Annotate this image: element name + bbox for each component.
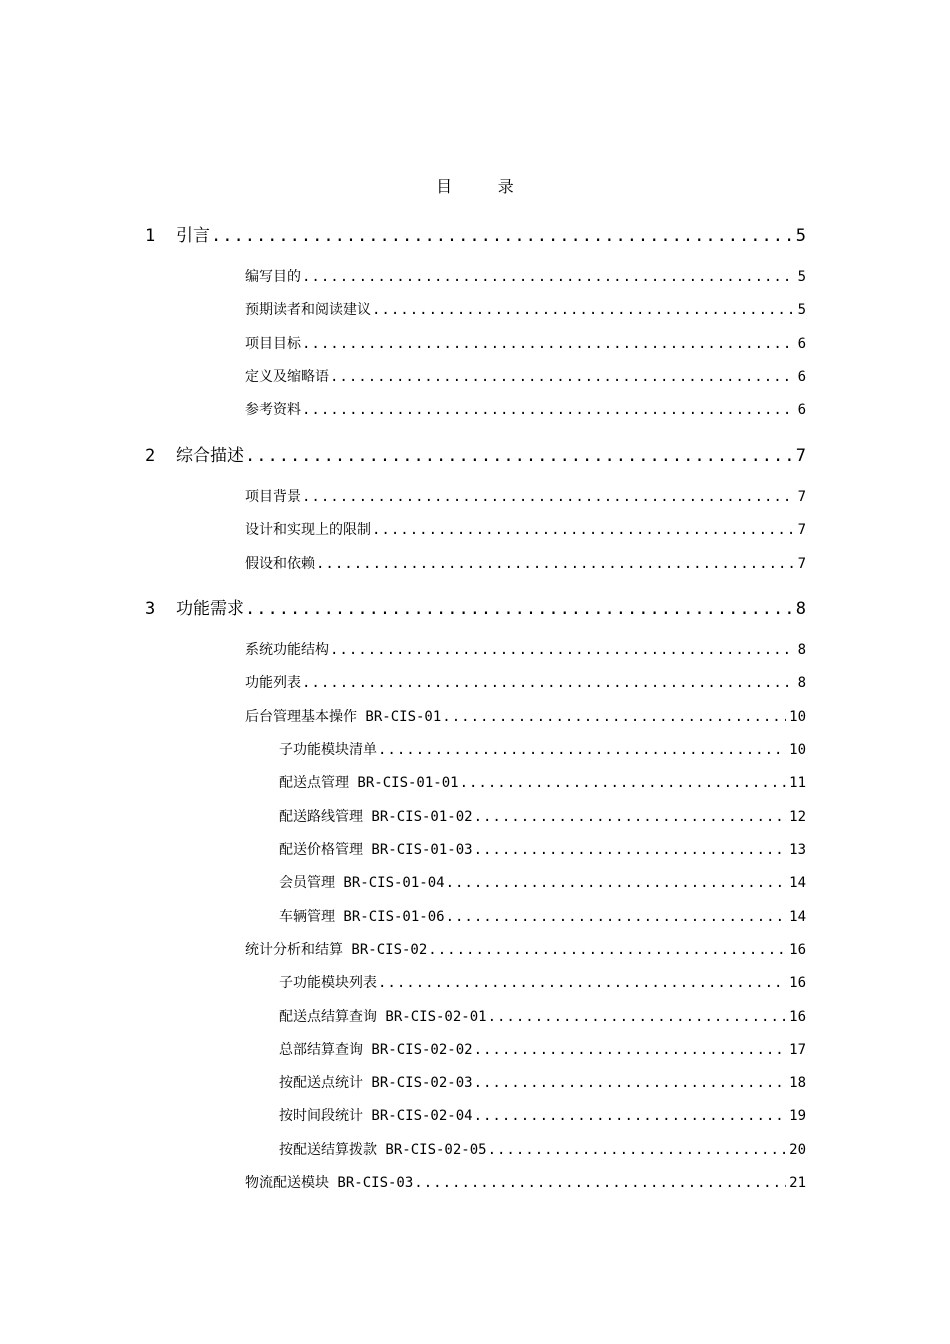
- toc-entry-subsection[interactable]: [279, 739, 806, 759]
- toc-page-number: 18: [789, 1075, 806, 1091]
- toc-label: 项目目标: [245, 336, 301, 352]
- toc-page-number: 6: [797, 336, 806, 352]
- dot-leader: [488, 1009, 787, 1025]
- toc-number: 3: [145, 599, 156, 619]
- toc-label: 系统功能结构: [245, 642, 329, 658]
- toc-label: 统计分析和结算 BR-CIS-02: [245, 942, 428, 958]
- toc-page-number: 16: [789, 975, 806, 991]
- dot-leader: [302, 269, 795, 285]
- toc-entry-subsection[interactable]: [279, 1139, 806, 1159]
- toc-entry-section[interactable]: [245, 486, 806, 506]
- dot-leader: [211, 226, 793, 246]
- toc-entry-section[interactable]: [245, 1172, 806, 1192]
- dot-leader: [372, 302, 795, 318]
- dot-leader: [302, 489, 795, 505]
- toc-entry-section[interactable]: [245, 366, 806, 386]
- toc-label: 功能需求: [176, 599, 244, 619]
- dot-leader: [474, 842, 787, 858]
- toc-title: 目 录: [436, 177, 532, 196]
- toc-page-number: 8: [795, 599, 806, 619]
- toc-label: 车辆管理 BR-CIS-01-06: [279, 909, 445, 925]
- toc-label: 子功能模块清单: [279, 742, 377, 758]
- toc-label: 按配送点统计 BR-CIS-02-03: [279, 1075, 473, 1091]
- dot-leader: [302, 675, 795, 691]
- dot-leader: [245, 599, 793, 619]
- toc-entry-chapter-2[interactable]: [145, 441, 806, 466]
- dot-leader: [446, 875, 787, 891]
- toc-page-number: 16: [789, 1009, 806, 1025]
- toc-page-number: 14: [789, 909, 806, 925]
- toc-entry-subsection[interactable]: [279, 1006, 806, 1026]
- dot-leader: [302, 402, 795, 418]
- toc-number: 2: [145, 446, 156, 466]
- dot-leader: [378, 742, 786, 758]
- toc-page-number: 16: [789, 942, 806, 958]
- dot-leader: [460, 775, 787, 791]
- toc-page-number: 7: [797, 522, 806, 538]
- toc-label: 按配送结算拨款 BR-CIS-02-05: [279, 1142, 487, 1158]
- toc-label: 总部结算查询 BR-CIS-02-02: [279, 1042, 473, 1058]
- dot-leader: [428, 942, 786, 958]
- toc-page-number: 5: [795, 226, 806, 246]
- toc-entry-section[interactable]: [245, 399, 806, 419]
- toc-label: 配送价格管理 BR-CIS-01-03: [279, 842, 473, 858]
- toc-label: 综合描述: [176, 446, 244, 466]
- toc-entry-section[interactable]: [245, 299, 806, 319]
- toc-entry-section[interactable]: [245, 672, 806, 692]
- toc-label: 参考资料: [245, 402, 301, 418]
- toc-page-number: 10: [789, 709, 806, 725]
- toc-entry-subsection[interactable]: [279, 839, 806, 859]
- toc-page-number: 11: [789, 775, 806, 791]
- toc-page-number: 5: [797, 302, 806, 318]
- toc-entry-chapter-3[interactable]: [145, 594, 806, 619]
- dot-leader: [474, 1108, 787, 1124]
- dot-leader: [316, 556, 795, 572]
- toc-page-number: 17: [789, 1042, 806, 1058]
- toc-page-number: 20: [789, 1142, 806, 1158]
- toc-page-number: 21: [789, 1175, 806, 1191]
- toc-label: 定义及缩略语: [245, 369, 329, 385]
- dot-leader: [474, 1075, 787, 1091]
- dot-leader: [330, 369, 795, 385]
- toc-label: 设计和实现上的限制: [245, 522, 371, 538]
- toc-label: 配送路线管理 BR-CIS-01-02: [279, 809, 473, 825]
- dot-leader: [372, 522, 795, 538]
- toc-page-number: 8: [797, 675, 806, 691]
- toc-page-number: 6: [797, 402, 806, 418]
- toc-entry-section[interactable]: [245, 639, 806, 659]
- toc-entry-chapter-1[interactable]: [145, 221, 806, 246]
- toc-label: 会员管理 BR-CIS-01-04: [279, 875, 445, 891]
- toc-page-number: 13: [789, 842, 806, 858]
- toc-entry-section[interactable]: [245, 706, 806, 726]
- toc-entry-subsection[interactable]: [279, 806, 806, 826]
- dot-leader: [488, 1142, 787, 1158]
- toc-entry-subsection[interactable]: [279, 1072, 806, 1092]
- toc-number: 1: [145, 226, 156, 246]
- dot-leader: [474, 1042, 787, 1058]
- toc-entry-section[interactable]: [245, 333, 806, 353]
- toc-entry-section[interactable]: [245, 266, 806, 286]
- toc-page-number: 10: [789, 742, 806, 758]
- toc-label: 编写目的: [245, 269, 301, 285]
- toc-label: 引言: [176, 226, 210, 246]
- dot-leader: [378, 975, 786, 991]
- dot-leader: [442, 709, 786, 725]
- toc-page-number: 7: [797, 556, 806, 572]
- dot-leader: [245, 446, 793, 466]
- toc-page-number: 5: [797, 269, 806, 285]
- toc-page-number: 8: [797, 642, 806, 658]
- toc-label: 子功能模块列表: [279, 975, 377, 991]
- toc-page-number: 14: [789, 875, 806, 891]
- dot-leader: [446, 909, 787, 925]
- toc-page-number: 19: [789, 1108, 806, 1124]
- toc-entry-subsection[interactable]: [279, 972, 806, 992]
- toc-entry-subsection[interactable]: [279, 906, 806, 926]
- toc-page-number: 7: [795, 446, 806, 466]
- toc-label: 假设和依赖: [245, 556, 315, 572]
- dot-leader: [302, 336, 795, 352]
- dot-leader: [330, 642, 795, 658]
- toc-entry-subsection[interactable]: [279, 772, 806, 792]
- dot-leader: [474, 809, 787, 825]
- toc-label: 配送点结算查询 BR-CIS-02-01: [279, 1009, 487, 1025]
- toc-label: 预期读者和阅读建议: [245, 302, 371, 318]
- toc-label: 按时间段统计 BR-CIS-02-04: [279, 1108, 473, 1124]
- dot-leader: [414, 1175, 786, 1191]
- toc-page-number: 7: [797, 489, 806, 505]
- toc-label: 后台管理基本操作 BR-CIS-01: [245, 709, 442, 725]
- toc-entry-section[interactable]: [245, 939, 806, 959]
- toc-entry-subsection[interactable]: [279, 872, 806, 892]
- toc-page-number: 6: [797, 369, 806, 385]
- toc-label: 功能列表: [245, 675, 301, 691]
- toc-label: 配送点管理 BR-CIS-01-01: [279, 775, 459, 791]
- toc-entry-section[interactable]: [245, 553, 806, 573]
- toc-entry-subsection[interactable]: [279, 1105, 806, 1125]
- toc-entry-subsection[interactable]: [279, 1039, 806, 1059]
- toc-page-number: 12: [789, 809, 806, 825]
- toc-label: 物流配送模块 BR-CIS-03: [245, 1175, 414, 1191]
- toc-entry-section[interactable]: [245, 519, 806, 539]
- toc-label: 项目背景: [245, 489, 301, 505]
